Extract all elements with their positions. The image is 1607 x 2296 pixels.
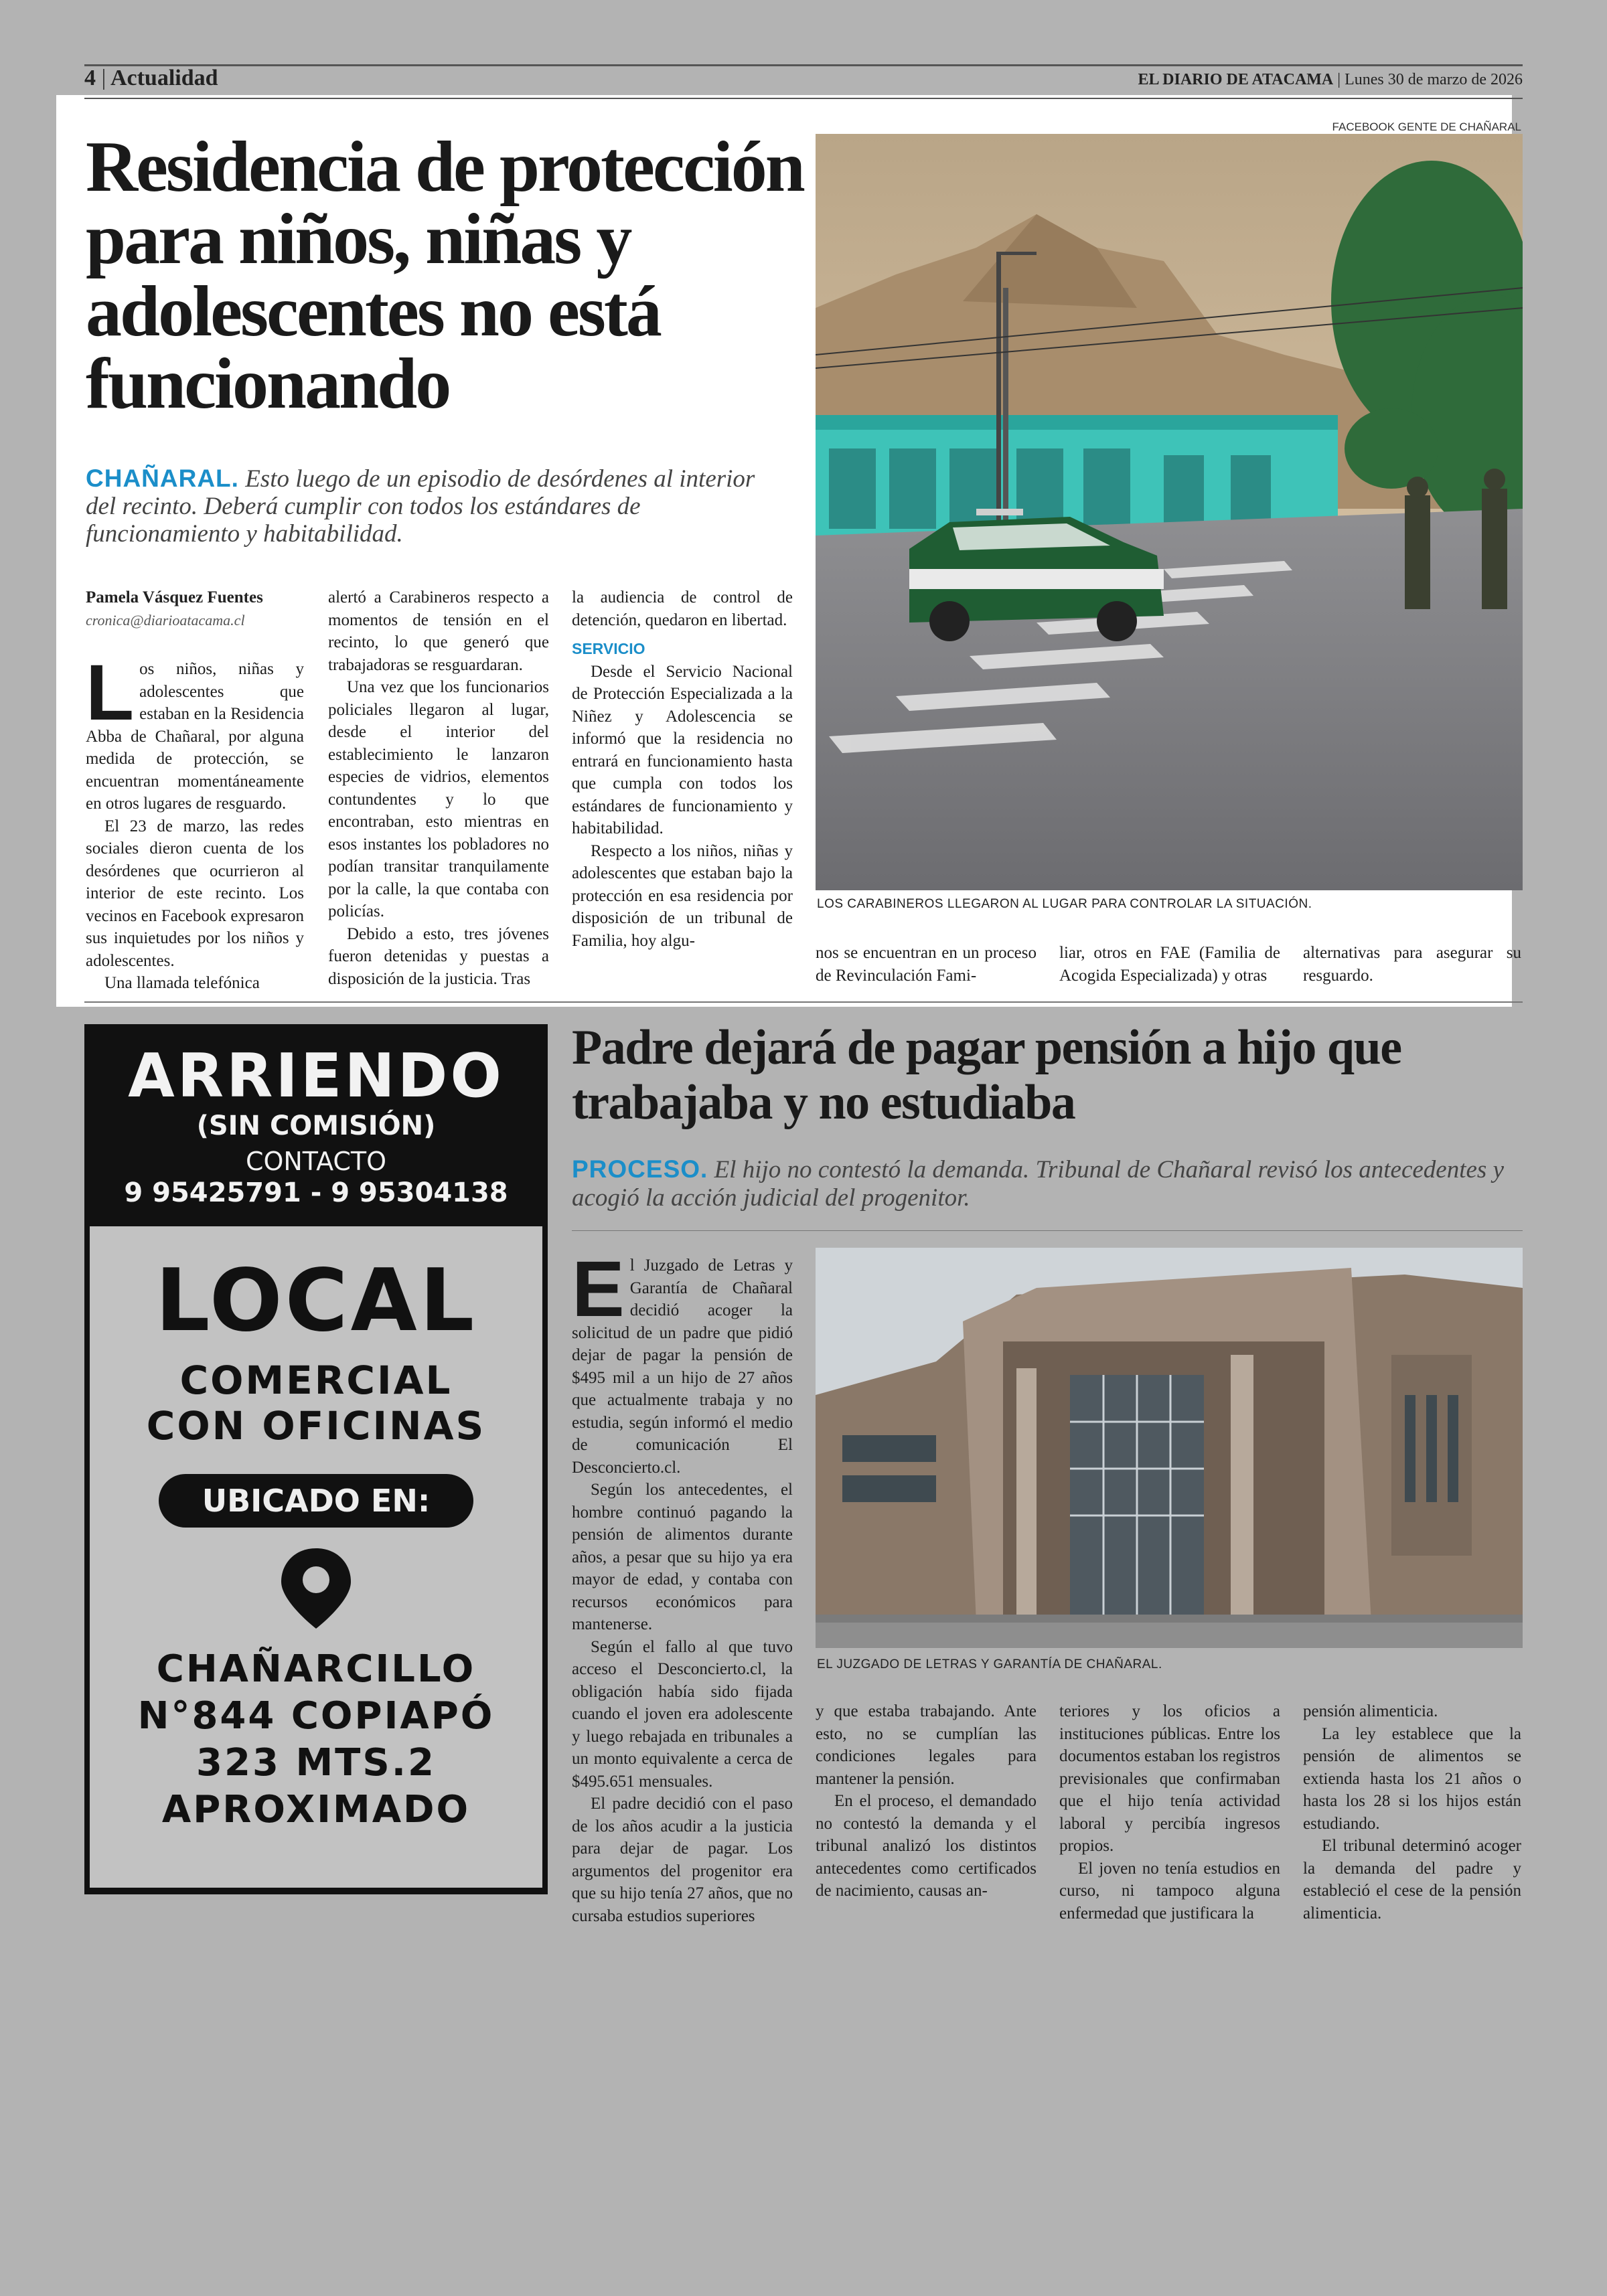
- location-pin-icon: [90, 1528, 542, 1635]
- separator: |: [101, 66, 106, 90]
- ad-phones: 9 95425791 - 9 95304138: [124, 1177, 508, 1208]
- story2-lead-rule: [572, 1230, 1523, 1231]
- story2-lead: [572, 1155, 1509, 1212]
- story1-dropcap: L: [86, 649, 135, 737]
- paragraph: liar, otros en FAE (Familia de Acogida Especializada) y otras: [1059, 944, 1280, 985]
- story2-kicker: PROCESO.: [572, 1155, 708, 1183]
- story2-photo: [816, 1248, 1523, 1648]
- paragraph: pensión alimenticia.: [1303, 1702, 1438, 1720]
- ad-subtitle: (SIN COMISIÓN): [196, 1111, 436, 1141]
- paragraph: alternativas para asegurar su resguardo.: [1303, 944, 1521, 985]
- paragraph: alertó a Carabineros respecto a momentos de tensión en el recinto, lo que generó que trabajadoras se resguardaran.: [328, 588, 549, 674]
- author-name: Pamela Vásquez Fuentes: [86, 588, 263, 606]
- story1-column-6: [1303, 942, 1521, 987]
- issue-date: Lunes 30 de marzo de 2026: [1345, 71, 1523, 88]
- paragraph: os niños, niñas y adolescentes que estaban en la Residencia Abba de Chañaral, por alguna medida de protección, se encuentran momentáneamente en otros lugares de resguardo.: [86, 660, 304, 813]
- ad-contact-label: CONTACTO: [245, 1147, 387, 1176]
- paragraph: Una llamada telefónica: [104, 974, 260, 992]
- paragraph: Según los antecedentes, el hombre continuó pagando la pensión de alimentos durante años, a pesar que su hijo ya era mayor de edad, y contaba con recursos económicos para mantenerse.: [572, 1481, 793, 1633]
- paragraph: l Juzgado de Letras y Garantía de Chañaral decidió acoger la solicitud de un padre que pidió dejar de pagar la pensión de $495 mil a un hijo de 27 años que actualmente trabaja y no estudia, según informó el medio de comunicación El Desconcierto.cl.: [572, 1256, 793, 1477]
- story1-kicker: CHAÑARAL.: [86, 465, 239, 492]
- story1-photo: [816, 134, 1523, 890]
- paragraph: Debido a esto, tres jóvenes fueron detenidas y puestas a disposición de la justicia. Tras: [328, 924, 549, 988]
- paragraph: El 23 de marzo, las redes sociales dieron cuenta de los desórdenes que ocurrieron al interior de este recinto. Los vecinos en Facebook expresaron sus inquietudes por los niños y adolescentes.: [86, 817, 304, 970]
- page-number: 4: [84, 66, 96, 90]
- story1-column-4: [816, 942, 1037, 987]
- paragraph: La ley establece que la pensión de alimentos se extienda hasta los 21 años o hasta los 28 si los hijos están estudiando.: [1303, 1724, 1521, 1833]
- paper-name: EL DIARIO DE ATACAMA: [1138, 71, 1334, 88]
- ad-address-1: CHAÑARCILLO: [156, 1647, 476, 1691]
- story2-dropcap: E: [572, 1245, 625, 1333]
- page-section-label: [84, 66, 218, 91]
- story1-column-3: [572, 586, 793, 952]
- paragraph: Respecto a los niños, niñas y adolescentes que estaban bajo la protección en esa residencia por disposición de un tribunal de Familia, hoy algu-: [572, 841, 793, 950]
- ad-line-1: COMERCIAL: [179, 1358, 453, 1403]
- police-scene-illustration: [816, 134, 1523, 890]
- paragraph: Desde el Servicio Nacional de Protección Especializada a la Niñez y Adolescencia se informó que la residencia no entrará en funcionamiento hasta que cumpla con todos los estándares de funcionamiento y habitabilidad.: [572, 662, 793, 837]
- paragraph: El padre decidió con el paso de los años acudir a la justicia para dejar de pagar. Los argumentos del progenitor era que su hijo tenía 27 años, que no cursaba estudios superiores: [572, 1795, 793, 1925]
- ad-title: ARRIENDO: [128, 1041, 504, 1111]
- section-divider: [84, 1001, 1523, 1003]
- header-rule-lower: [84, 98, 1523, 99]
- story1-lead: [86, 465, 755, 548]
- section-name: Actualidad: [110, 66, 218, 90]
- story2-headline: Padre dejará de pagar pensión a hijo que trabajaba y no estudiaba: [572, 1020, 1401, 1130]
- ad-located-pill: UBICADO EN:: [159, 1474, 473, 1528]
- ad-address-2: N°844 COPIAPÓ: [137, 1694, 495, 1738]
- story1-headline: Residencia de protección para niños, niñas y adolescentes no está funcionando: [86, 127, 804, 424]
- courthouse-illustration: [816, 1248, 1523, 1648]
- paragraph: El joven no tenía estudios en curso, ni tampoco alguna enfermedad que justificara la: [1059, 1859, 1280, 1922]
- story2-column-2: [816, 1700, 1037, 1902]
- author-email: cronica@diarioatacama.cl: [86, 611, 245, 629]
- paragraph: Una vez que los funcionarios policiales llegaron al lugar, desde el interior del establecimiento le lanzaron especies de vidrios, elementos contundentes y lo que encontraban, esto mientras en esos instantes los pobladores no podían transitar tranquilamente por la calle, la que contaba con policías.: [328, 678, 549, 920]
- ad-body: [90, 1226, 542, 1888]
- classified-ad: [84, 1024, 548, 1894]
- story1-column-5: [1059, 942, 1280, 987]
- ad-address-3: 323 MTS.2: [196, 1741, 436, 1785]
- paragraph: El tribunal determinó acoger la demanda del padre y estableció el cese de la pensión alimenticia.: [1303, 1837, 1521, 1922]
- separator: |: [1337, 71, 1341, 88]
- paragraph: la audiencia de control de detención, quedaron en libertad.: [572, 588, 793, 629]
- story2-photo-caption: EL JUZGADO DE LETRAS Y GARANTÍA DE CHAÑARAL.: [817, 1657, 1162, 1671]
- photo-credit: FACEBOOK GENTE DE CHAÑARAL: [1332, 120, 1521, 133]
- paragraph: teriores y los oficios a instituciones públicas. Entre los documentos estaban los registros previsionales que confirmaban que el hijo tenía actividad laboral y percibía ingresos propios.: [1059, 1702, 1280, 1855]
- story2-column-3: [1059, 1700, 1280, 1924]
- story1-lead-text: Esto luego de un episodio de desórdenes al interior del recinto. Deberá cumplir con todos los estándares de funcionamiento y habitabilidad.: [86, 465, 755, 548]
- ad-header: [84, 1024, 548, 1218]
- paragraph: En el proceso, el demandado no contestó la demanda y el tribunal analizó los distintos antecedentes como certificados de nacimiento, causas an-: [816, 1792, 1037, 1900]
- story2-column-1: [572, 1245, 793, 1927]
- paper-dateline: [1138, 71, 1523, 89]
- ad-big-text: LOCAL: [155, 1251, 477, 1351]
- story1-photo-caption: LOS CARABINEROS LLEGARON AL LUGAR PARA CONTROLAR LA SITUACIÓN.: [817, 897, 1312, 911]
- story2-lead-text: El hijo no contestó la demanda. Tribunal de Chañaral revisó los antecedentes y acogió la acción judicial del progenitor.: [572, 1156, 1504, 1212]
- ad-line-2: CON OFICINAS: [146, 1403, 486, 1449]
- header-rule: [84, 64, 1523, 66]
- paragraph: nos se encuentran en un proceso de Revinculación Fami-: [816, 944, 1037, 985]
- ad-address-4: APROXIMADO: [161, 1788, 471, 1831]
- story1-column-2: [328, 586, 549, 990]
- story1-column-1: [86, 586, 304, 995]
- story2-column-4: [1303, 1700, 1521, 1924]
- paragraph: Según el fallo al que tuvo acceso el Desconcierto.cl, la obligación había sido fijada cuando el joven era adolescente y luego rebajada en tribunales a un monto equivalente a cerca de $495.651 mensuales.: [572, 1637, 793, 1791]
- subhead: SERVICIO: [572, 640, 645, 657]
- paragraph: y que estaba trabajando. Ante esto, no se cumplían las condiciones legales para mantener la pensión.: [816, 1702, 1037, 1788]
